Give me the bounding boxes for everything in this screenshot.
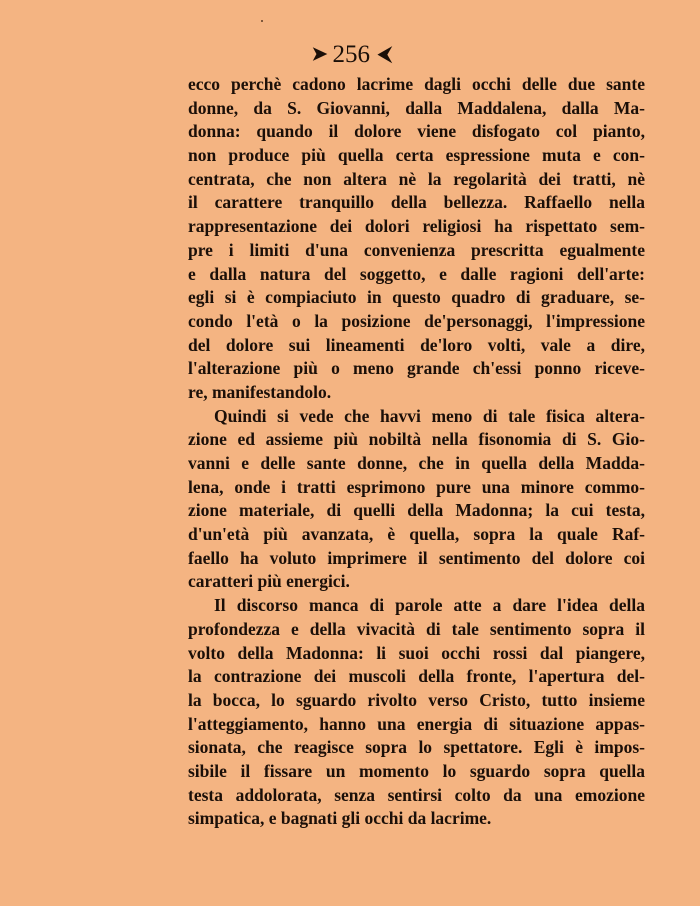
- text-line: volto della Madonna: li suoi occhi rossi dal piangere,: [188, 642, 645, 663]
- text-line: la contrazione dei muscoli della fronte, l'apertura del-: [188, 666, 645, 687]
- text-line: rappresentazione dei dolori religiosi ha rispettato sem-: [188, 216, 645, 237]
- text-line: Quindi si vede che havvi meno di tale fisica altera-: [214, 405, 645, 426]
- page-header: [0, 40, 700, 70]
- text-line: d'un'età più avanzata, è quella, sopra la quale Raf-: [188, 524, 645, 545]
- paragraph: [188, 594, 645, 831]
- page-number: 256: [332, 41, 370, 68]
- text-line: il carattere tranquillo della bellezza. Raffaello nella: [188, 192, 645, 213]
- text-line: re, manifestandolo.: [188, 381, 332, 402]
- paragraph: [188, 405, 645, 595]
- text-line: pre i limiti d'una convenienza prescritta egualmente: [188, 239, 645, 260]
- text-line: vanni e delle sante donne, che in quella della Madda-: [188, 453, 645, 473]
- text-line: Il discorso manca di parole atte a dare l'idea della: [214, 595, 645, 616]
- text-line: donna: quando il dolore viene disfogato col pianto,: [188, 121, 645, 142]
- text-line: caratteri più energici.: [188, 571, 350, 592]
- paragraph: [188, 73, 645, 405]
- text-line: profondezza e della vivacità di tale sentimento sopra il: [188, 618, 645, 639]
- text-line: zione materiale, di quelli della Madonna; la cui testa,: [188, 500, 645, 521]
- text-line: e dalla natura del soggetto, e dalle ragioni dell'arte:: [188, 263, 645, 284]
- text-line: simpatica, e bagnati gli occhi da lacrime.: [188, 808, 492, 829]
- text-line: egli si è compiaciuto in questo quadro di graduare, se-: [188, 287, 645, 308]
- text-line: ecco perchè cadono lacrime dagli occhi delle due sante: [188, 74, 645, 94]
- text-line: sionata, che reagisce sopra lo spettatore. Egli è impos-: [188, 737, 645, 758]
- page-body: [188, 73, 645, 831]
- text-line: l'atteggiamento, hanno una energia di situazione appas-: [188, 713, 645, 734]
- text-line: donne, da S. Giovanni, dalla Maddalena, dalla Ma-: [188, 97, 645, 118]
- text-line: zione ed assieme più nobiltà nella fisonomia di S. Gio-: [188, 429, 645, 450]
- text-line: non produce più quella certa espressione muta e con-: [188, 145, 645, 166]
- ornament-left-icon: ➤: [311, 44, 325, 65]
- paper-speck: [261, 20, 263, 22]
- ornament-right-icon: ⮜: [377, 44, 389, 65]
- text-line: testa addolorata, senza sentirsi colto da una emozione: [188, 784, 645, 805]
- text-line: l'alterazione più o meno grande ch'essi ponno riceve-: [188, 358, 645, 379]
- text-line: faello ha voluto imprimere il sentimento del dolore coi: [188, 547, 645, 568]
- text-line: la bocca, lo sguardo rivolto verso Cristo, tutto insieme: [188, 689, 645, 710]
- text-line: centrata, che non altera nè la regolarità dei tratti, nè: [188, 168, 645, 189]
- text-line: condo l'età o la posizione de'personaggi, l'impressione: [188, 310, 645, 331]
- text-line: lena, onde i tratti esprimono pure una minore commo-: [188, 476, 645, 497]
- text-line: del dolore sui lineamenti de'loro volti, vale a dire,: [188, 334, 645, 355]
- text-line: sibile il fissare un momento lo sguardo sopra quella: [188, 760, 645, 781]
